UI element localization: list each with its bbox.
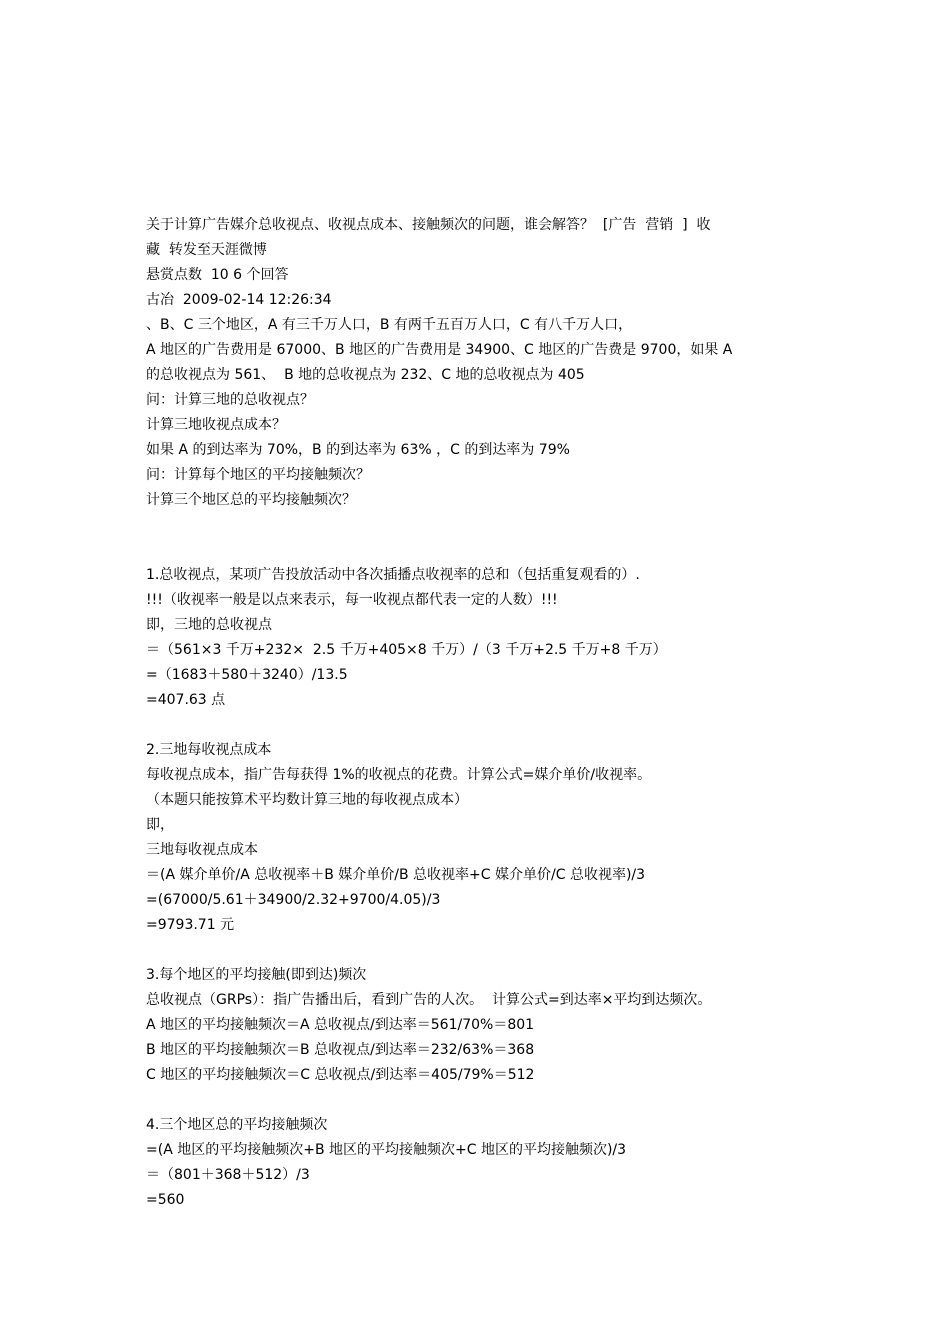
question-body-line: 、B、C 三个地区，A 有三千万人口，B 有两千五百万人口，C 有八千万人口， (146, 317, 633, 333)
question-body-line: 计算三个地区总的平均接触频次？ (146, 492, 356, 508)
answer-line: !!!（收视率一般是以点来表示，每一收视点都代表一定的人数）!!! (146, 592, 558, 608)
answer-line: =(67000/5.61＋34900/2.32+9700/4.05)/3 (146, 892, 441, 908)
question-title-line-1: 关于计算广告媒介总收视点、收视点成本、接触频次的问题，谁会解答？ [广告 营销 ] 收 (146, 217, 711, 233)
answer-line: =(A 地区的平均接触频次+B 地区的平均接触频次+C 地区的平均接触频次)/3 (146, 1142, 627, 1158)
answer-line: B 地区的平均接触频次＝B 总收视点/到达率＝232/63%＝368 (146, 1042, 535, 1058)
question-body-line: 的总收视点为 561、 B 地的总收视点为 232、C 地的总收视点为 405 (146, 367, 585, 383)
question-body-line: 如果 A 的到达率为 70%，B 的到达率为 63% ，C 的到达率为 79% (146, 442, 570, 458)
answer-line: =407.63 点 (146, 692, 226, 708)
answer-line: 即，三地的总收视点 (146, 617, 272, 633)
answer-line: =（1683＋580＋3240）/13.5 (146, 667, 348, 683)
question-meta: 悬赏点数 10 6 个回答 (146, 267, 289, 283)
answer-line: 即， (146, 817, 174, 833)
question-title-line-2: 藏 转发至天涯微博 (146, 242, 267, 258)
answer-line: （本题只能按算术平均数计算三地的每收视点成本） (146, 792, 468, 808)
question-body-line: 问：计算每个地区的平均接触频次？ (146, 467, 370, 483)
answer-section-4 (146, 1113, 814, 1213)
answer-line: 4.三个地区总的平均接触频次 (146, 1117, 328, 1133)
answer-line: 2.三地每收视点成本 (146, 742, 272, 758)
answer-line: ＝（561×3 千万+232× 2.5 千万+405×8 千万）/（3 千万+2.5 千万+8 千万） (146, 642, 667, 658)
answer-line: =9793.71 元 (146, 917, 235, 933)
answer-section-2 (146, 738, 814, 938)
answer-section-1 (146, 563, 814, 713)
question-body-line: 计算三地收视点成本？ (146, 417, 286, 433)
answer-line: ＝（801＋368＋512）/3 (146, 1167, 310, 1183)
answer-section-3 (146, 963, 814, 1088)
answer-line: 三地每收视点成本 (146, 842, 258, 858)
spacer (146, 713, 814, 738)
answer-line: 1.总收视点，某项广告投放活动中各次插播点收视率的总和（包括重复观看的）. (146, 567, 640, 583)
question-body-line: A 地区的广告费用是 67000、B 地区的广告费用是 34900、C 地区的广告费是 9700，如果 A (146, 342, 733, 358)
question-body-line: 问：计算三地的总收视点？ (146, 392, 314, 408)
answer-line: 总收视点（GRPs）：指广告播出后，看到广告的人次。 计算公式=到达率×平均到达频次。 (146, 992, 712, 1008)
question-author-time: 古冶 2009-02-14 12:26:34 (146, 292, 332, 308)
answer-line: =560 (146, 1192, 185, 1208)
question-block (146, 213, 814, 513)
answer-line: 每收视点成本，指广告每获得 1%的收视点的花费。计算公式=媒介单价/收视率。 (146, 767, 652, 783)
answer-line: ＝(A 媒介单价/A 总收视率＋B 媒介单价/B 总收视率+C 媒介单价/C 总收视率)/3 (146, 867, 646, 883)
answer-line: 3.每个地区的平均接触(即到达)频次 (146, 967, 367, 983)
answer-line: C 地区的平均接触频次＝C 总收视点/到达率＝405/79%＝512 (146, 1067, 535, 1083)
spacer (146, 513, 814, 563)
answer-line: A 地区的平均接触频次＝A 总收视点/到达率＝561/70%＝801 (146, 1017, 535, 1033)
spacer (146, 938, 814, 963)
document-page (146, 213, 814, 1213)
spacer (146, 1088, 814, 1113)
